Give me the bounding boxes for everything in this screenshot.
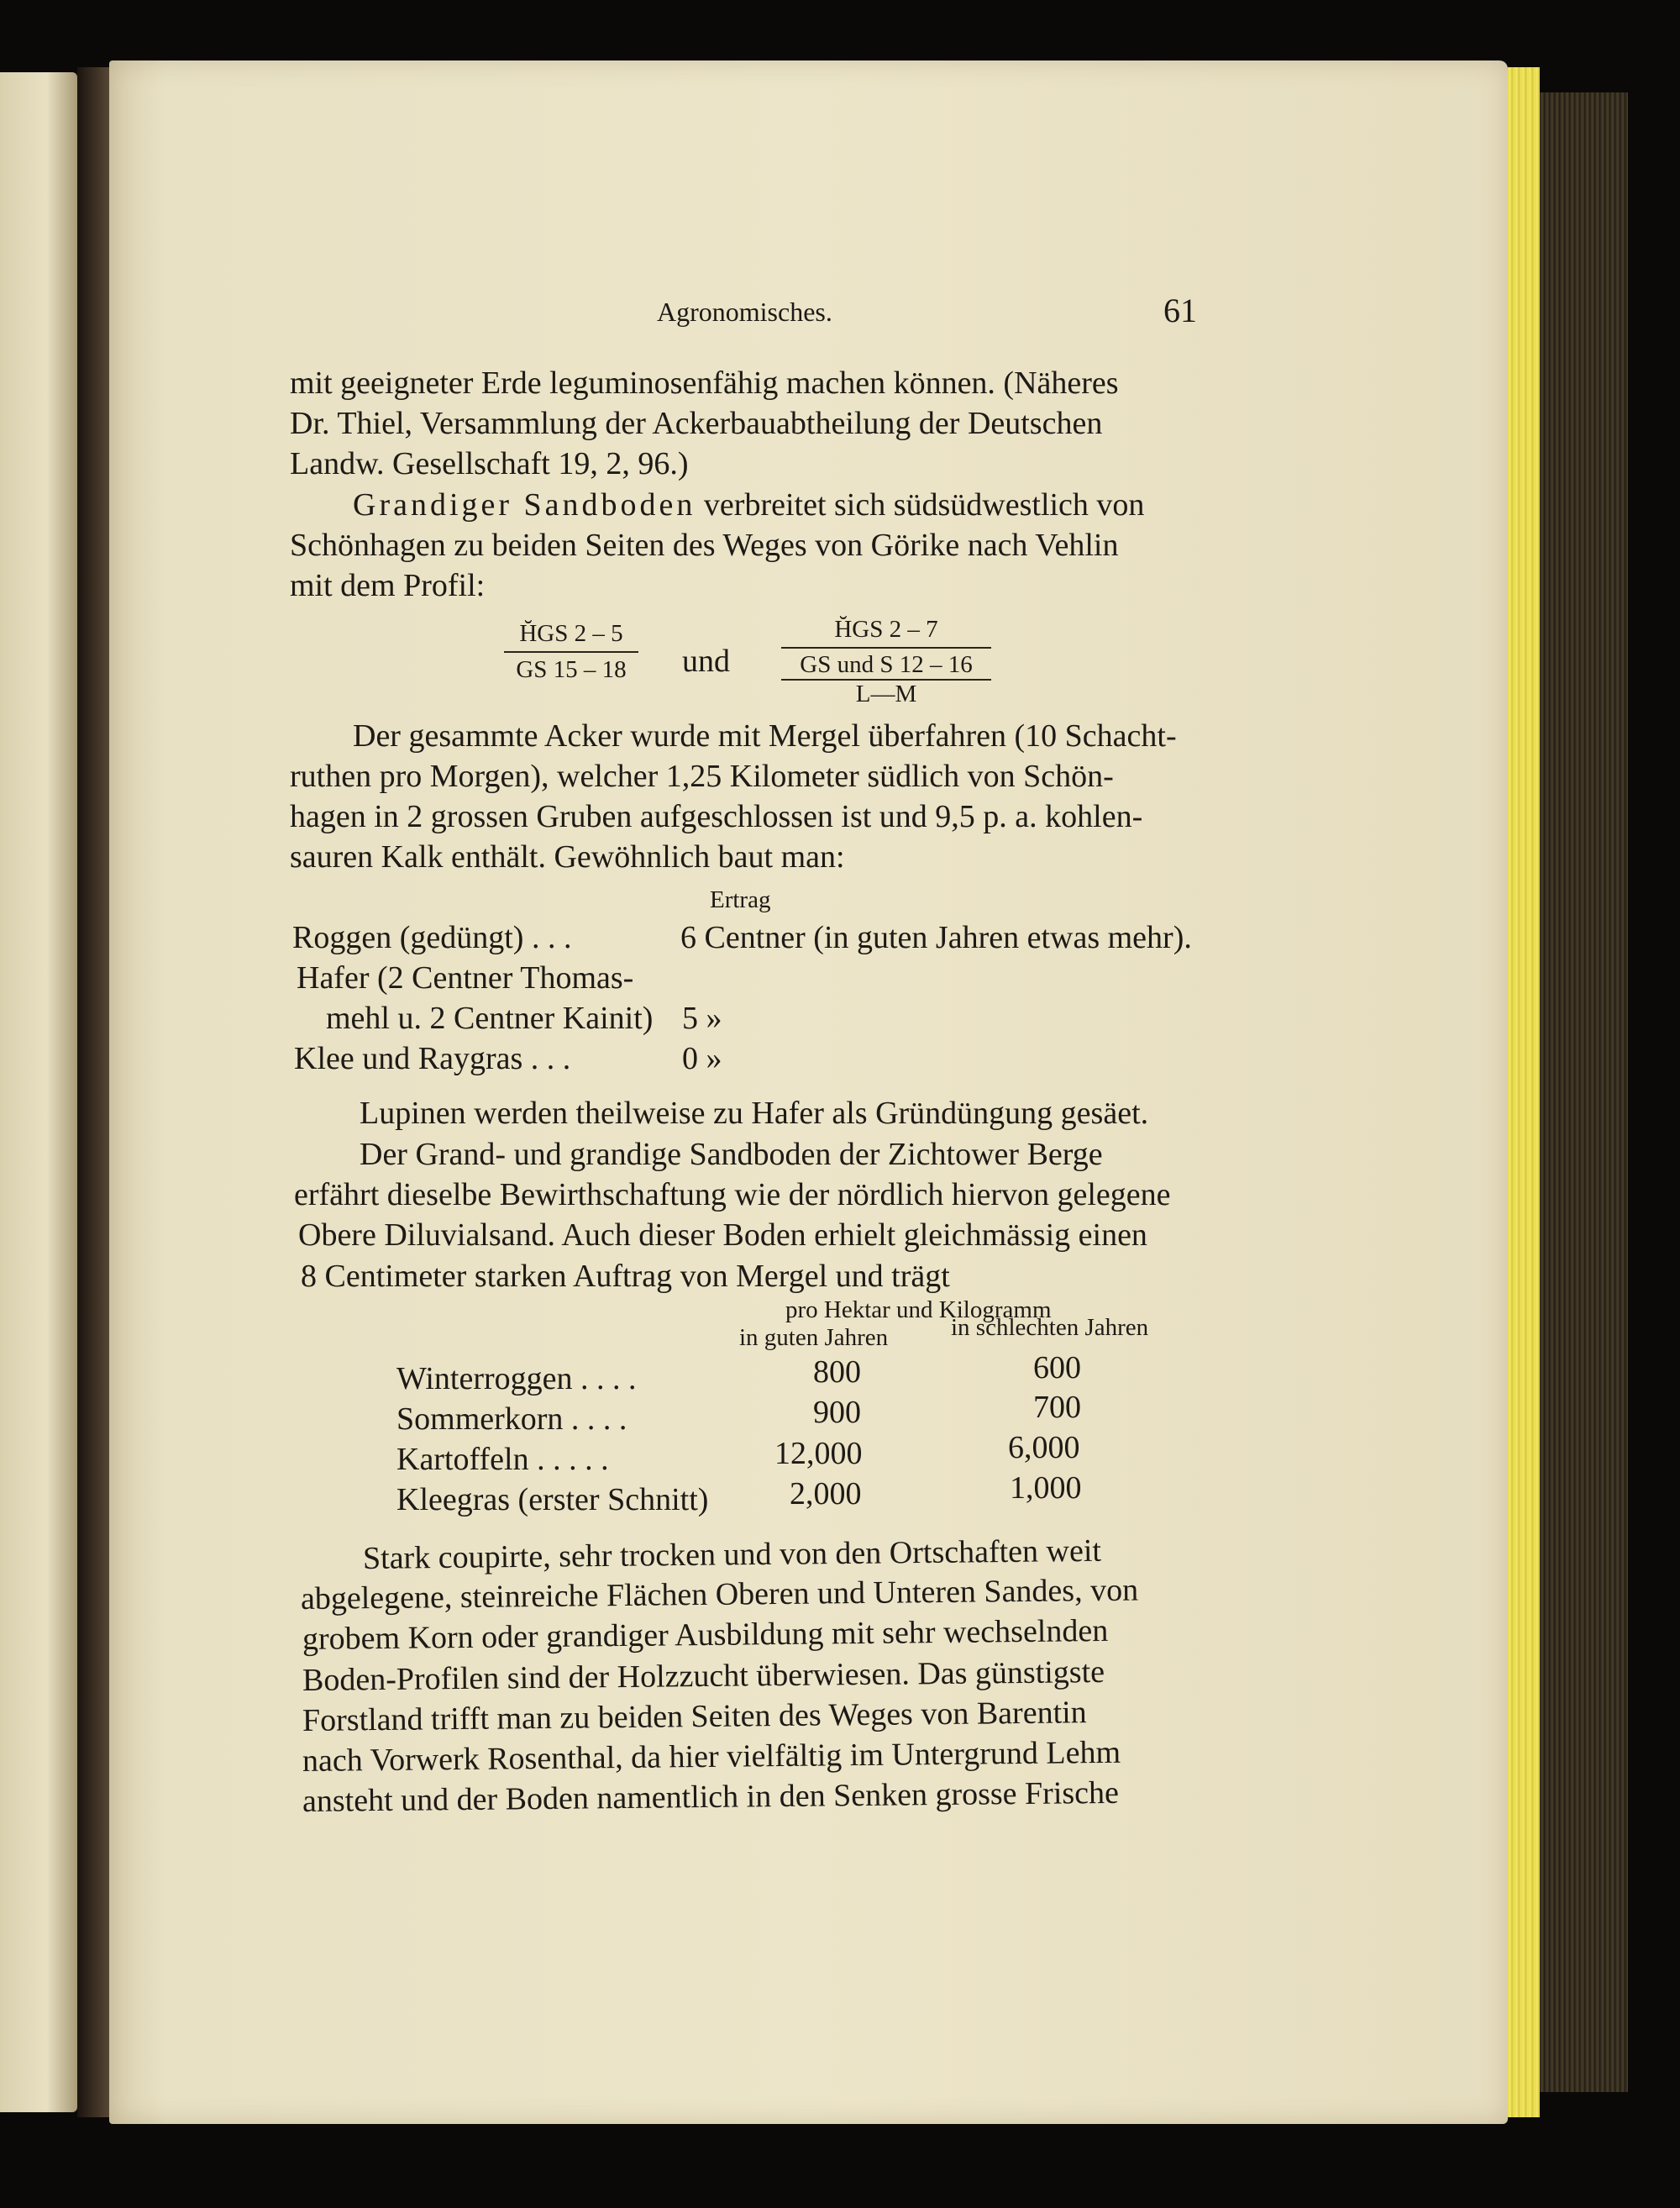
text-line: nach Vorwerk Rosenthal, da hier vielfältig im Untergrund Lehm <box>302 1734 1121 1779</box>
running-title: Agronomisches. <box>657 297 832 327</box>
profile-left-bottom: GS 15 – 18 <box>516 656 627 683</box>
fraction-rule <box>781 647 991 649</box>
text-line: Stark coupirte, sehr trocken und von den Ortschaften weit <box>362 1532 1102 1576</box>
text-line: ruthen pro Morgen), welcher 1,25 Kilometer südlich von Schön- <box>290 759 1114 794</box>
table-value-good: 900 <box>813 1395 861 1430</box>
text-line: sauren Kalk enthält. Gewöhnlich baut man: <box>290 839 845 875</box>
text-line: Der Grand- und grandige Sandboden der Zichtower Berge <box>360 1137 1103 1172</box>
table-crop: Kartoffeln . . . . . <box>396 1442 609 1477</box>
page-edges-yellow <box>1508 67 1540 2117</box>
table-value-good: 12,000 <box>774 1436 863 1471</box>
table-value-good: 2,000 <box>790 1476 862 1511</box>
text-line: 8 Centimeter starken Auftrag von Mergel und trägt <box>301 1259 950 1294</box>
text-line: ansteht und der Boden namentlich in den Senken grosse Frische <box>302 1774 1120 1819</box>
table-value-bad: 700 <box>1033 1390 1081 1425</box>
text-line: mit dem Profil: <box>290 568 486 603</box>
table-unit-header: pro Hektar und Kilogramm <box>785 1296 1052 1323</box>
spaced-term: Grandiger Sandboden <box>353 487 696 523</box>
text-line: Landw. Gesellschaft 19, 2, 96.) <box>290 446 689 481</box>
table-value-bad: 600 <box>1033 1350 1081 1385</box>
profile-right-top: H̆GS 2 – 7 <box>834 616 938 643</box>
text-line: Schönhagen zu beiden Seiten des Weges von Görike nach Vehlin <box>290 528 1119 563</box>
book-gutter <box>77 67 111 2117</box>
profile-connector: und <box>682 644 730 679</box>
column-header-bad: in schlechten Jahren <box>951 1314 1149 1341</box>
text-line: Dr. Thiel, Versammlung der Ackerbauabtheilung der Deutschen <box>290 406 1103 441</box>
table-crop: Roggen (gedüngt) . . . <box>292 920 572 955</box>
table-crop: Sommerkorn . . . . <box>396 1401 627 1437</box>
left-page-edge <box>0 72 77 2112</box>
text-line: abgelegene, steinreiche Flächen Oberen und Unteren Sandes, von <box>300 1572 1139 1617</box>
table-crop: Kleegras (erster Schnitt) <box>396 1482 709 1517</box>
text-line: erfährt dieselbe Bewirthschaftung wie der nördlich hiervon gelegene <box>294 1177 1171 1212</box>
text-line: hagen in 2 grossen Gruben aufgeschlossen ist und 9,5 p. a. kohlen- <box>290 799 1143 834</box>
table-value-bad: 6,000 <box>1008 1430 1080 1465</box>
text-line: Lupinen werden theilweise zu Hafer als Gründüngung gesäet. <box>360 1096 1149 1131</box>
profile-right-bottom: L—M <box>855 681 917 707</box>
table-crop: Hafer (2 Centner Thomas- <box>297 960 634 996</box>
text-line: Forstland trifft man zu beiden Seiten des Weges von Barentin <box>302 1695 1087 1738</box>
text-line: mit geeigneter Erde leguminosenfähig machen können. (Näheres <box>290 365 1119 401</box>
table-value: 6 Centner (in guten Jahren etwas mehr). <box>680 920 1192 955</box>
text-line: Boden-Profilen sind der Holzzucht überwiesen. Das günstigste <box>302 1653 1105 1698</box>
table-crop: mehl u. 2 Centner Kainit) <box>326 1001 654 1036</box>
fraction-rule <box>504 651 638 653</box>
column-header-good: in guten Jahren <box>739 1324 889 1351</box>
table-crop: Klee und Raygras . . . <box>294 1041 571 1076</box>
table-header: Ertrag <box>710 886 771 913</box>
table-value-good: 800 <box>813 1354 861 1390</box>
table-value: 0 » <box>682 1041 722 1076</box>
text-line-rest: verbreitet sich südsüdwestlich von <box>696 487 1145 523</box>
text-line: Obere Diluvialsand. Auch dieser Boden erhielt gleichmässig einen <box>298 1217 1147 1253</box>
profile-right-middle: GS und S 12 – 16 <box>800 651 973 678</box>
book-cover-edge <box>1540 92 1628 2092</box>
page-number: 61 <box>1163 292 1197 329</box>
table-value: 5 » <box>682 1001 722 1036</box>
profile-left-top: H̆GS 2 – 5 <box>519 620 623 647</box>
text-line: Der gesammte Acker wurde mit Mergel überfahren (10 Schacht- <box>353 718 1177 754</box>
table-crop: Winterroggen . . . . <box>396 1361 637 1396</box>
text-line: grobem Korn oder grandiger Ausbildung mit sehr wechselnden <box>302 1612 1109 1657</box>
text-line <box>353 489 1144 521</box>
table-value-bad: 1,000 <box>1010 1470 1082 1506</box>
